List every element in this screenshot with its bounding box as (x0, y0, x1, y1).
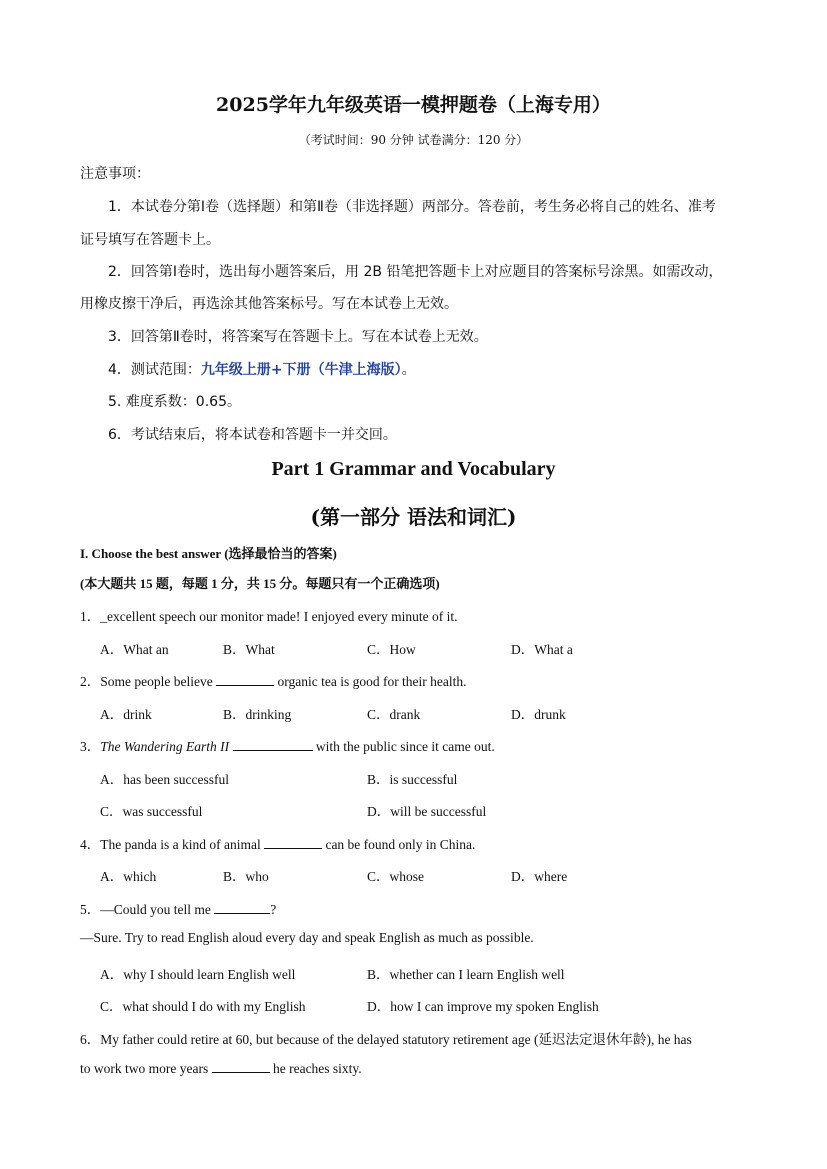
q5-option-b: B．whether can I learn English well (367, 967, 565, 982)
note-4 (108, 359, 416, 379)
q2-option-c: C．drank (367, 707, 421, 722)
q3-option-d: D．will be successful (367, 804, 487, 819)
question-6-line1: 6．My father could retire at 60, but because of the delayed statutory retirement age (延迟法定退休年龄), he has (80, 1032, 692, 1047)
q5-option-c: C．what should I do with my English (100, 999, 306, 1014)
q1-option-a: A．What an (100, 642, 169, 657)
q3-film-title: The Wandering Earth II (100, 739, 230, 754)
q4-text-post: can be found only in China. (325, 837, 476, 852)
part-title-cn: (第一部分 语法和词汇) (310, 505, 517, 529)
q2-text-post: organic tea is good for their health. (277, 674, 467, 689)
question-2 (80, 670, 467, 690)
q5-text-post: ? (270, 902, 277, 917)
q3-option-b: B．is successful (367, 772, 458, 787)
section-instructions: (本大题共 15 题，每题 1 分，共 15 分。每题只有一个正确选项) (80, 576, 440, 591)
q6-text-post: he reaches sixty. (272, 1061, 362, 1076)
question-1: 1．_excellent speech our monitor made! I enjoyed every minute of it. (80, 609, 458, 624)
answer-blank (216, 673, 274, 686)
q4-text-pre: 4．The panda is a kind of animal (80, 837, 261, 852)
q2-option-a: A．drink (100, 707, 152, 722)
note-3: 3．回答第Ⅱ卷时，将答案写在答题卡上。写在本试卷上无效。 (108, 329, 488, 345)
note-6: 6．考试结束后，将本试卷和答题卡一并交回。 (108, 427, 397, 443)
q2-text-pre: 2．Some people believe (80, 674, 213, 689)
q4-option-d: D．where (511, 869, 568, 884)
note-1-line1: 1．本试卷分第Ⅰ卷（选择题）和第Ⅱ卷（非选择题）两部分。答卷前，考生务必将自己的姓名、准考 (108, 199, 716, 215)
question-4 (80, 833, 475, 853)
q4-option-c: C．whose (367, 869, 424, 884)
notes-heading: 注意事项： (80, 166, 150, 182)
q5-option-d: D．how I can improve my spoken English (367, 999, 599, 1014)
q4-option-b: B．who (223, 869, 269, 884)
answer-blank (212, 1060, 270, 1073)
q1-option-c: C．How (367, 642, 416, 657)
answer-blank (264, 836, 322, 849)
note-2-line2: 用橡皮擦干净后，再选涂其他答案标号。写在本试卷上无效。 (80, 296, 458, 312)
note-4-prefix: 4．测试范围： (108, 362, 201, 378)
q1-option-d: D．What a (511, 642, 573, 657)
note-2-line1: 2．回答第Ⅰ卷时，选出每小题答案后，用 2B 铅笔把答题卡上对应题目的答案标号涂黑。如需改动， (108, 264, 723, 280)
q2-option-b: B．drinking (223, 707, 292, 722)
q5-option-a: A．why I should learn English well (100, 967, 296, 982)
exam-title: 2025学年九年级英语一模押题卷（上海专用） (216, 94, 611, 116)
note-5: 5. 难度系数：0.65。 (108, 394, 241, 410)
q4-option-a: A．which (100, 869, 157, 884)
q5-dialogue-reply: —Sure. Try to read English aloud every day and speak English as much as possible. (80, 930, 534, 945)
answer-blank (214, 901, 270, 914)
note-1-line2: 证号填写在答题卡上。 (80, 232, 220, 248)
test-scope: 九年级上册+下册（牛津上海版） (200, 362, 402, 378)
q3-option-a: A．has been successful (100, 772, 229, 787)
question-6-line2 (80, 1060, 362, 1077)
q3-option-c: C．was successful (100, 804, 203, 819)
q3-number: 3． (80, 739, 101, 754)
note-4-suffix: 。 (401, 362, 416, 378)
q5-text-pre: 5．—Could you tell me (80, 902, 211, 917)
section-heading: I. Choose the best answer (选择最恰当的答案) (80, 546, 337, 561)
q2-option-d: D．drunk (511, 707, 566, 722)
q6-text-pre: to work two more years (80, 1061, 209, 1076)
question-5 (80, 898, 276, 918)
q1-option-b: B．What (223, 642, 275, 657)
question-3 (80, 735, 495, 755)
exam-subtitle: （考试时间：90 分钟 试卷满分：120 分） (298, 133, 529, 147)
q3-text-post: with the public since it came out. (315, 739, 495, 754)
part-title: Part 1 Grammar and Vocabulary (271, 458, 556, 480)
answer-blank (233, 738, 313, 751)
